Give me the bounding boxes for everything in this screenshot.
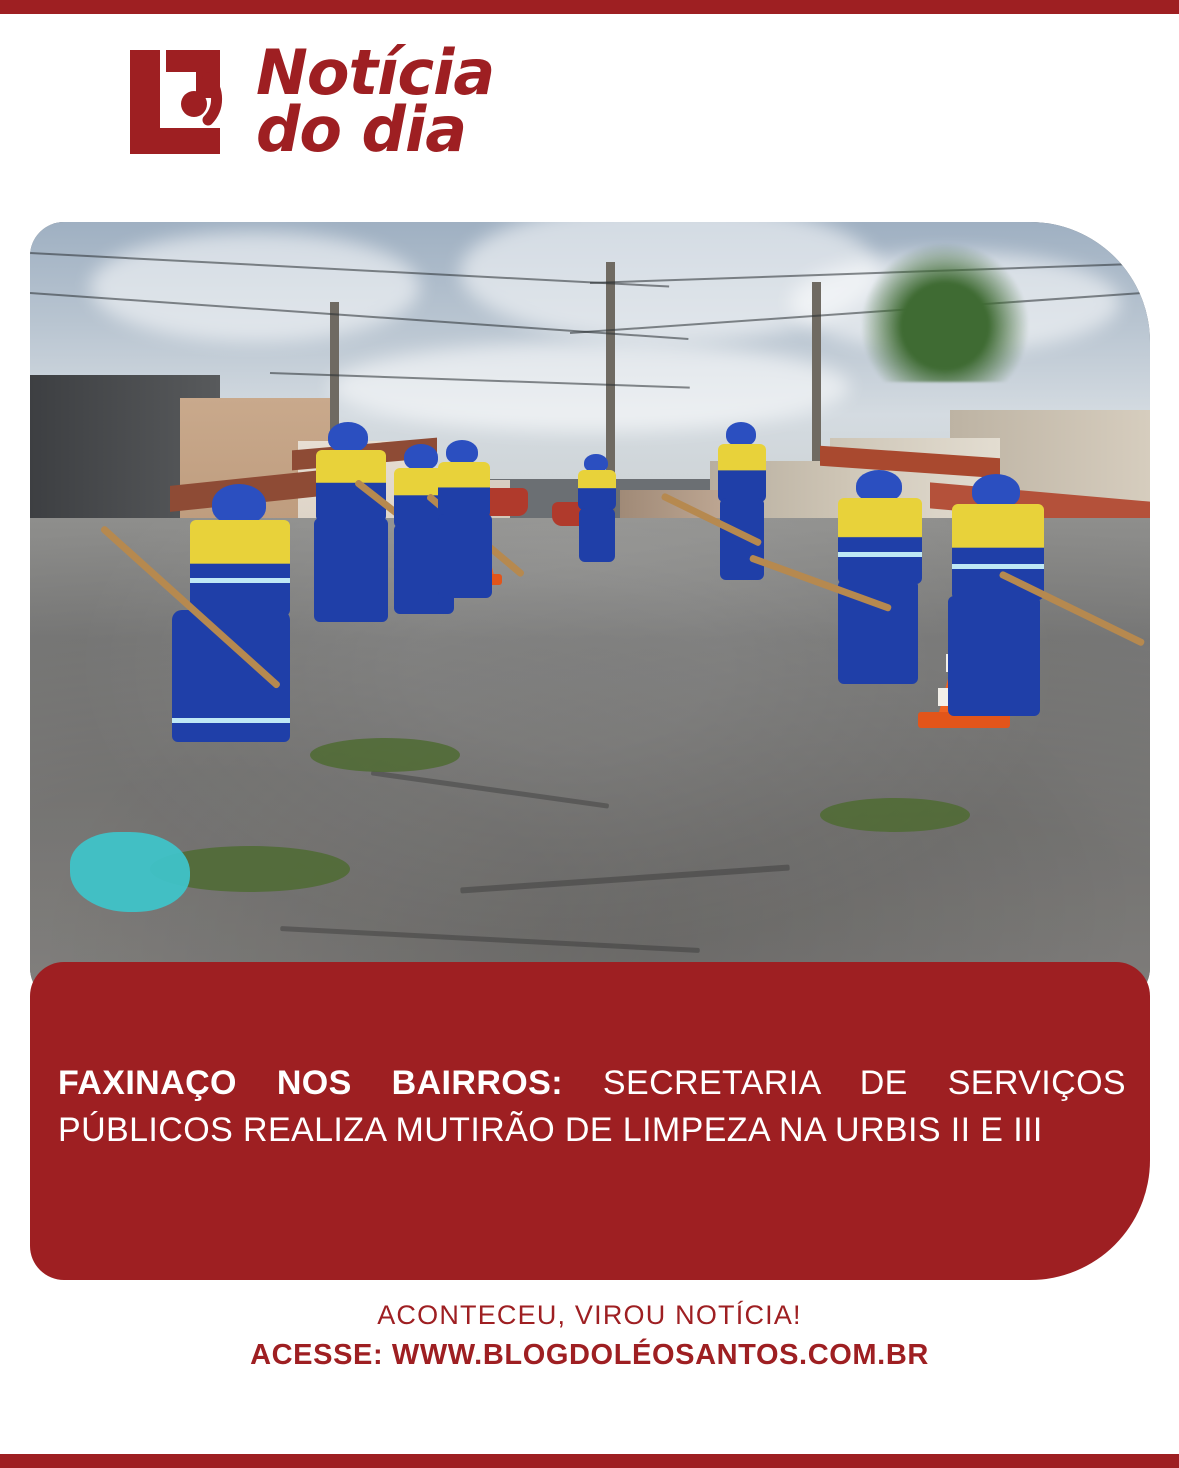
bottom-accent-bar <box>0 1454 1179 1468</box>
palm-tree <box>860 242 1030 382</box>
worker-cap <box>726 422 756 446</box>
headline-lead: FAXINAÇO NOS BAIRROS: <box>58 1064 563 1102</box>
brand-line-1: Notícia <box>256 35 495 109</box>
worker-cap <box>328 422 368 452</box>
worker-cap <box>212 484 266 524</box>
worker-shirt <box>578 470 616 510</box>
street-worker <box>706 422 786 582</box>
worker-shirt <box>316 450 386 522</box>
street-worker <box>570 454 630 564</box>
worker-shirt <box>838 498 922 584</box>
worker-shirt <box>190 520 290 616</box>
trash-bag <box>70 832 190 912</box>
worker-pants <box>438 514 492 598</box>
footer-site-url[interactable]: ACESSE: WWW.BLOGDOLÉOSANTOS.COM.BR <box>250 1339 929 1371</box>
news-photo <box>30 222 1150 1002</box>
noticia-do-dia-logo-icon <box>120 42 238 160</box>
hi-vis-stripe <box>190 578 290 583</box>
headline-rest: SECRETARIA DE SERVIÇOS PÚBLICOS REALIZA MUTIRÃO DE LIMPEZA NA URBIS II E III <box>58 1064 1127 1149</box>
cloud <box>330 342 850 432</box>
cloud <box>90 232 420 342</box>
hi-vis-stripe <box>172 718 290 723</box>
worker-cap <box>446 440 478 464</box>
brand-header <box>120 35 495 166</box>
worker-pants <box>948 596 1040 716</box>
worker-cap <box>972 474 1020 508</box>
brand-wordmark <box>256 35 495 166</box>
worker-pants <box>579 508 615 562</box>
brand-line-2: do dia <box>256 93 467 166</box>
street-worker <box>922 474 1062 724</box>
photo-scene <box>30 222 1150 1002</box>
footer-tagline: ACONTECEU, VIROU NOTÍCIA! <box>377 1300 802 1330</box>
headline-text <box>58 1060 1126 1154</box>
top-accent-bar <box>0 0 1179 14</box>
worker-shirt <box>718 444 766 502</box>
hi-vis-stripe <box>838 552 922 557</box>
hi-vis-stripe <box>952 564 1044 569</box>
worker-pants <box>314 518 388 622</box>
swept-debris <box>310 738 460 772</box>
swept-debris <box>820 798 970 832</box>
footer <box>0 1300 1179 1372</box>
street-worker <box>428 440 518 610</box>
worker-shirt <box>438 462 490 518</box>
